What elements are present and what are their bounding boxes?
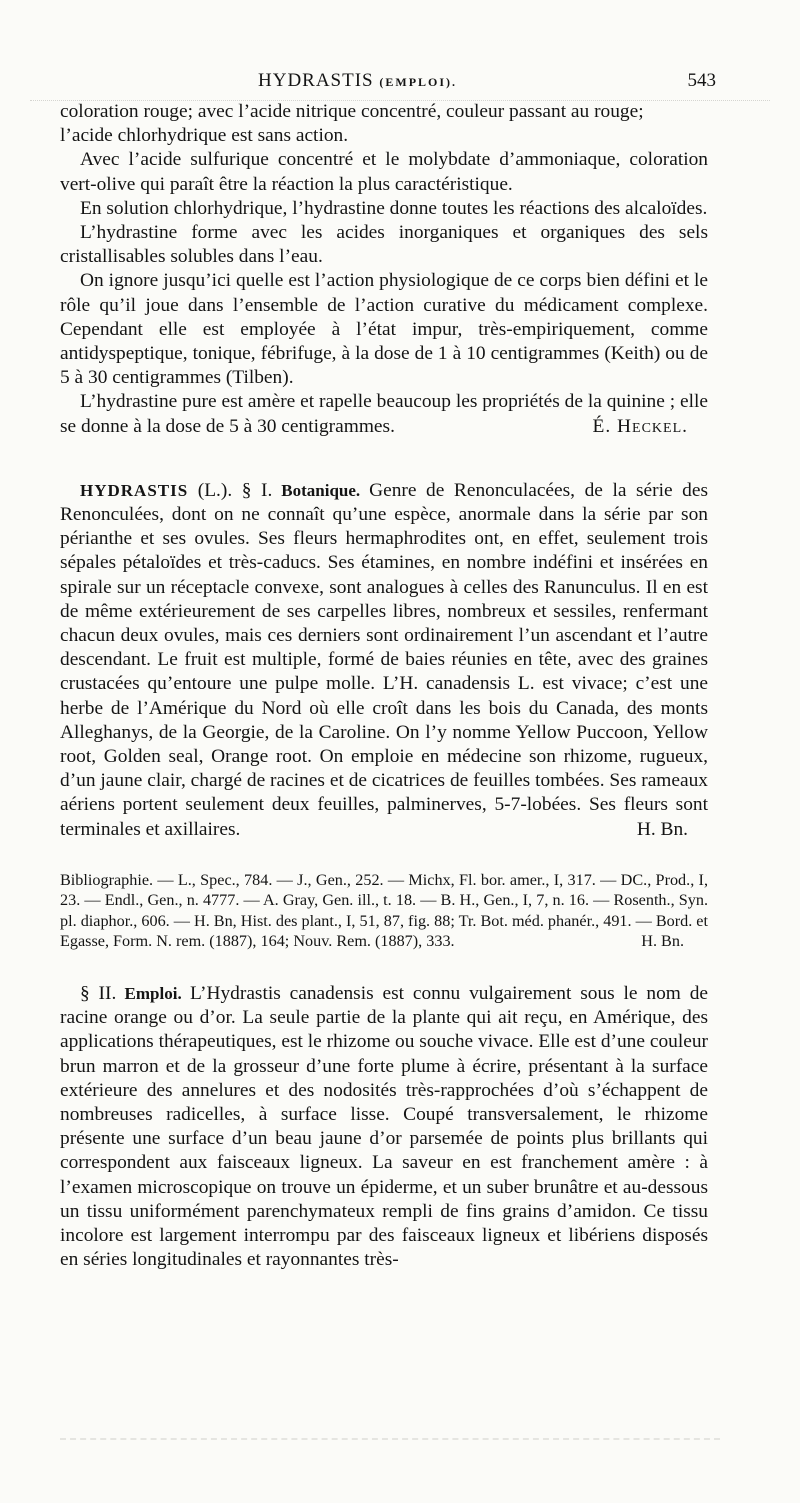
scan-noise-bottom — [60, 1438, 720, 1444]
paragraph-text: L’hydrastine pure est amère et rapelle beaucoup les propriétés de la quinine ; elle se donne à la dose de 5 à 30 centigrammes. — [60, 391, 708, 437]
bibliography-signature: H. Bn. — [641, 932, 684, 951]
paragraph-line: coloration rouge; avec l’acide nitrique concentré, couleur passant au rouge; — [60, 101, 644, 122]
article-signature: H. Bn. — [636, 818, 688, 840]
article-paragraph — [60, 479, 708, 842]
article-text: Genre de Renonculacées, de la série des Renonculées, dont on ne connaît qu’une espèce, anormale dans la série par son périanthe et ses ovules. Ses fleurs hermaphrodites ont, en effet, seulement trois sépales pétaloïdes et très-caducs. Ses étamines, en nombre indéfini et insérées en spirale sur un réceptacle convexe, sont analogues à celles des Ranunculus. Il en est de même extérieurement de ses carpelles libres, nombreux et sessiles, renfermant chacun deux ovules, mais ces derniers sont ordinairement l’un ascendant et l’autre descendant. Le fruit est multiple, formé de baies réunies en tête, avec des graines crustacées qu’entoure une pulpe molle. L’H. canadensis L. est vivace; c’est une herbe de l’Amérique du Nord où elle croît dans les bois du Canada, des monts Alleghanys, de la Georgie, de la Caroline. On l’y nomme Yellow Puccoon, Yellow root, Golden seal, Orange root. On emploie en médecine son rhizome, rugueux, d’un jaune clair, chargé de racines et de cicatrices de feuilles tombées. Ses rameaux aériens portent seulement deux feuilles, palminerves, 5-7-lobées. Ses fleurs sont terminales et axillaires. — [60, 479, 708, 840]
section-title: Emploi. — [116, 983, 190, 1003]
running-head — [60, 70, 716, 100]
scan-noise-top — [30, 100, 770, 111]
paragraph: En solution chlorhydrique, l’hydrastine donne toutes les réactions des alcaloïdes. — [80, 197, 708, 219]
page-number: 543 — [687, 70, 716, 91]
document-page — [0, 70, 800, 1503]
paragraph: L’hydrastine forme avec les acides inorganiques et organiques des sels cristallisables solubles dans l’eau. — [60, 222, 708, 268]
author-signature: É. Heckel. — [592, 415, 688, 437]
bibliography — [60, 870, 708, 952]
section-mark: § II. — [80, 982, 117, 1004]
running-title: HYDRASTIS (EMPLOI). — [258, 70, 458, 91]
article-author: (L.). — [188, 479, 242, 501]
bibliography-text: Bibliographie. — L., Spec., 784. — J., Gen., 252. — Michx, Fl. bor. amer., I, 317. — DC., Prod., I, 23. — Endl., Gen., n. 4777. — A. Gray, Gen. ill., t. 18. — B. H., Gen., I, 7, n. 16. — Rosenth., Syn. pl. diaphor., 606. — H. Bn, Hist. des plant., I, 51, 87, fig. 88; Tr. Bot. méd. phanér., 491. — Bord. et Egasse, Form. N. rem. (1887), 164; Nouv. Rem. (1887), 333. — [60, 870, 708, 951]
paragraph: Avec l’acide sulfurique concentré et le molybdate d’ammoniaque, coloration vert-olive qui paraît être la réaction la plus caractéristique. — [60, 149, 708, 195]
paragraph — [60, 390, 708, 438]
article-headword: HYDRASTIS — [80, 480, 189, 500]
bibliography-paragraph — [60, 870, 708, 952]
section-title: Botanique. — [272, 480, 370, 500]
section2-text: L’Hydrastis canadensis est connu vulgairement sous le nom de racine orange ou d’or. La seule partie de la plante qui ait reçu, en Amérique, des applications thérapeutiques, est le rhizome ou souche vivace. Elle est d’une couleur brun marron et de la grosseur d’une forte plume à écrire, présentant à la surface extérieure des annelures et des nodosités très-rapprochées d’où s’échappent de nombreuses radicelles, à surface lisse. Coupé transversalement, le rhizome présente une surface d’un beau jaune d’or parsemée de points plus brillants qui correspondent aux faisceaux ligneux. La saveur en est franchement amère : à l’examen microscopique on trouve un épiderme, et un suber brunâtre et au-dessous un tissu uniformément parenchymateux rempli de fins grains d’amidon. Ce tissu incolore est largement interrompu par des faisceaux ligneux et libériens disposés en séries longitudinales et rayonnantes très- — [60, 982, 708, 1271]
paragraph-line: l’acide chlorhydrique est sans action. — [60, 125, 349, 147]
paragraph: On ignore jusqu’ici quelle est l’action physiologique de ce corps bien défini et le rôle qu’il joue dans l’ensemble de l’action curative du médicament complexe. Cependant elle est employée à l’état impur, très-empiriquement, comme antidyspeptique, tonique, fébrifuge, à la dose de 1 à 10 centigrammes (Keith) ou de 5 à 30 centigrammes (Tilben). — [60, 270, 708, 389]
section-mark: § I. — [241, 479, 273, 501]
section2-paragraph — [60, 982, 708, 1272]
